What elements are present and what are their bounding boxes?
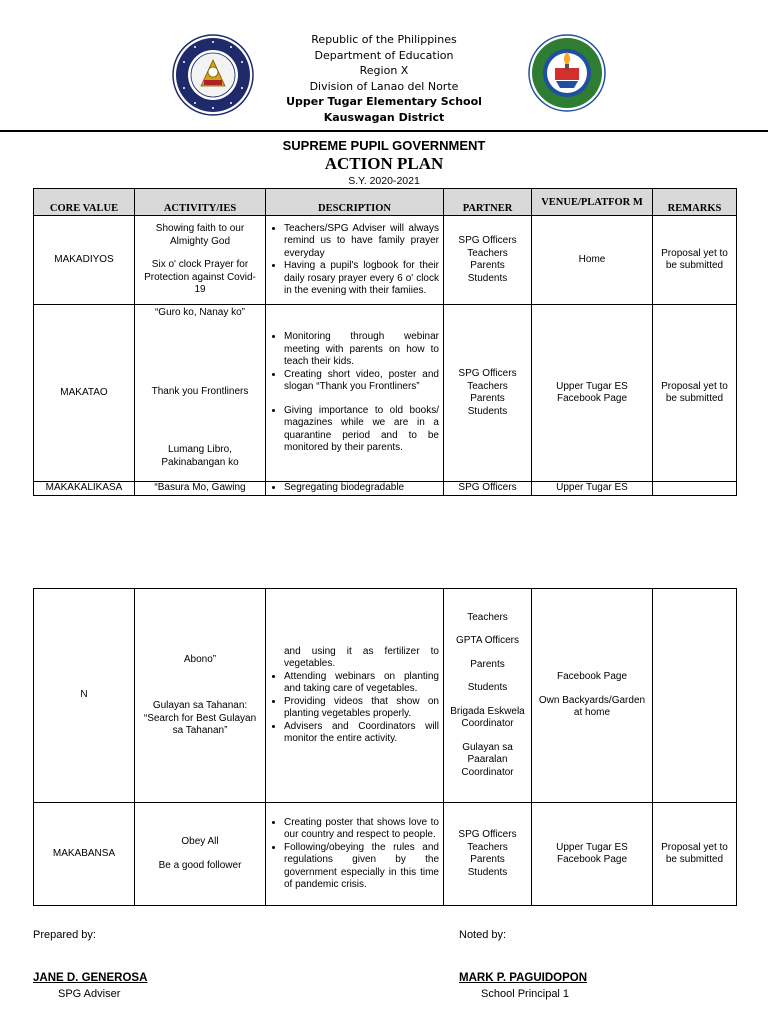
action-plan-table-continued	[33, 588, 737, 906]
core-value-cell: MAKADIYOS	[34, 216, 135, 305]
description-item: • Monitoring through webinar meeting with parents on how to teach their kids.	[284, 331, 439, 369]
activity-cell	[135, 589, 266, 803]
remarks-cell	[653, 589, 737, 803]
remarks-cell: Proposal yet to be submitted	[653, 305, 737, 482]
activity-text: Showing faith to our Almighty God	[155, 223, 245, 247]
table-row	[34, 589, 737, 803]
activity-cell	[135, 305, 266, 482]
activity-text: Obey All	[181, 836, 219, 847]
noted-by-name: MARK P. PAGUIDOPON	[459, 972, 588, 984]
table-row	[34, 803, 737, 906]
letterhead	[0, 32, 768, 125]
description-item: • Advisers and Coordinators will monitor the entire activity.	[284, 721, 439, 746]
core-value-cell: MAKATAO	[34, 305, 135, 482]
noted-by-label: Noted by:	[459, 929, 507, 941]
table-row	[34, 216, 737, 305]
partner-item: SPG Officers	[458, 829, 517, 840]
partner-item: Parents	[470, 854, 505, 865]
letterhead-line: Region X	[359, 64, 409, 77]
partner-item: Parents	[470, 260, 505, 271]
column-header: DESCRIPTION	[266, 189, 444, 216]
description-item: and using it as fertilizer to vegetables.	[284, 645, 439, 669]
action-plan-table	[33, 188, 737, 496]
venue-cell: Upper Tugar ES Facebook Page	[532, 803, 653, 906]
partner-cell: SPG Officers	[444, 482, 532, 496]
org-title: SUPREME PUPIL GOVERNMENT	[282, 138, 486, 153]
partner-cell	[444, 589, 532, 803]
district-name: Kauswagan District	[323, 110, 445, 124]
description-item: • Having a pupil's logbook for their daily rosary prayer every 6 o' clock in the evening with their famiies.	[284, 260, 439, 298]
activity-text: Gulayan sa Tahanan: “Search for Best Gulayan sa Tahanan”	[143, 700, 257, 736]
partner-cell	[444, 305, 532, 482]
partner-item: Students	[467, 405, 508, 417]
column-header: CORE VALUE	[34, 189, 135, 216]
header-divider	[0, 130, 768, 132]
activity-cell	[135, 803, 266, 906]
partner-item: Teachers	[467, 247, 508, 259]
description-item: • Giving importance to old books/ magazines while we are in a quarantine period and to be monitored by their parents.	[284, 405, 439, 455]
description-item: • Creating poster that shows love to our country and respect to people.	[284, 817, 439, 842]
remarks-cell: Proposal yet to be submitted	[653, 803, 737, 906]
core-value-cell: MAKAKALIKASA	[34, 482, 135, 496]
description-item: • Segregating biodegradable	[284, 482, 439, 495]
description-cell	[266, 482, 444, 496]
description-cell	[266, 216, 444, 305]
partner-item: Teachers	[467, 380, 508, 392]
description-cell	[266, 305, 444, 482]
column-header: ACTIVITY/IES	[135, 189, 266, 216]
letterhead-line: Division of Lanao del Norte	[309, 79, 459, 93]
activity-text: Lumang Libro, Pakinabangan ko	[161, 444, 239, 468]
table-row	[34, 305, 737, 482]
venue-item: Own Backyards/Garden at home	[538, 694, 646, 719]
description-item: • Attending webinars on planting and taking care of vegetables.	[284, 671, 439, 696]
description-item: • Following/obeying the rules and regulations given by the government especially in this time of pandemic crisis.	[284, 842, 439, 892]
activity-text: Be a good follower	[158, 859, 242, 871]
activity-cell: “Basura Mo, Gawing	[135, 482, 266, 496]
partner-item: SPG Officers	[458, 235, 517, 246]
partner-item: SPG Officers	[458, 368, 517, 379]
venue-item: Facebook Page	[556, 671, 628, 683]
remarks-cell: Proposal yet to be submitted	[653, 216, 737, 305]
venue-cell: Home	[532, 216, 653, 305]
document-title: ACTION PLAN	[324, 154, 444, 173]
activity-text: Six o' clock Prayer for Protection against Covid-19	[144, 259, 256, 296]
column-header: VENUE/PLATFOR M	[532, 189, 653, 216]
partner-item: Teachers	[467, 841, 508, 853]
partner-item: Students	[467, 272, 508, 284]
partner-item: Gulayan sa Paaralan Coordinator	[461, 741, 514, 778]
noted-by-role: School Principal 1	[481, 988, 570, 1000]
letterhead-line: Republic of the Philippines	[311, 33, 457, 46]
remarks-cell	[653, 482, 737, 496]
column-header: REMARKS	[653, 189, 737, 216]
prepared-by-name: JANE D. GENEROSA	[33, 972, 148, 984]
partner-item: Parents	[470, 393, 505, 404]
activity-text: Thank you Frontliners	[151, 385, 249, 397]
partner-item: GPTA Officers	[456, 635, 519, 647]
activity-text: Abono”	[183, 653, 217, 665]
description-item: • Teachers/SPG Adviser will always remind us to have family prayer everyday	[284, 223, 439, 261]
partner-cell	[444, 216, 532, 305]
description-cell	[266, 589, 444, 803]
partner-item: Students	[467, 682, 508, 694]
description-item: • Creating short video, poster and slogan “Thank you Frontliners”	[284, 369, 439, 394]
core-value-cell: N	[34, 589, 135, 803]
partner-item: Students	[467, 866, 508, 878]
table-row	[34, 482, 737, 496]
table-header-row	[34, 189, 737, 216]
activity-text: “Guro ko, Nanay ko”	[154, 307, 246, 318]
prepared-by-role: SPG Adviser	[58, 988, 121, 1000]
column-header: PARTNER	[444, 189, 532, 216]
partner-item: Parents	[470, 658, 505, 670]
venue-cell: Upper Tugar ES	[532, 482, 653, 496]
partner-cell	[444, 803, 532, 906]
venue-cell: Upper Tugar ES Facebook Page	[532, 305, 653, 482]
prepared-by-label: Prepared by:	[33, 929, 96, 941]
school-name: Upper Tugar Elementary School	[286, 95, 482, 108]
school-year: S.Y. 2020-2021	[348, 175, 420, 187]
activity-cell	[135, 216, 266, 305]
partner-item: Teachers	[467, 611, 508, 623]
description-cell	[266, 803, 444, 906]
description-item: • Providing videos that show on planting vegetables properly.	[284, 696, 439, 721]
venue-cell	[532, 589, 653, 803]
letterhead-line: Department of Education	[314, 48, 454, 62]
partner-item: Brigada Eskwela Coordinator	[450, 705, 525, 730]
core-value-cell: MAKABANSA	[34, 803, 135, 906]
